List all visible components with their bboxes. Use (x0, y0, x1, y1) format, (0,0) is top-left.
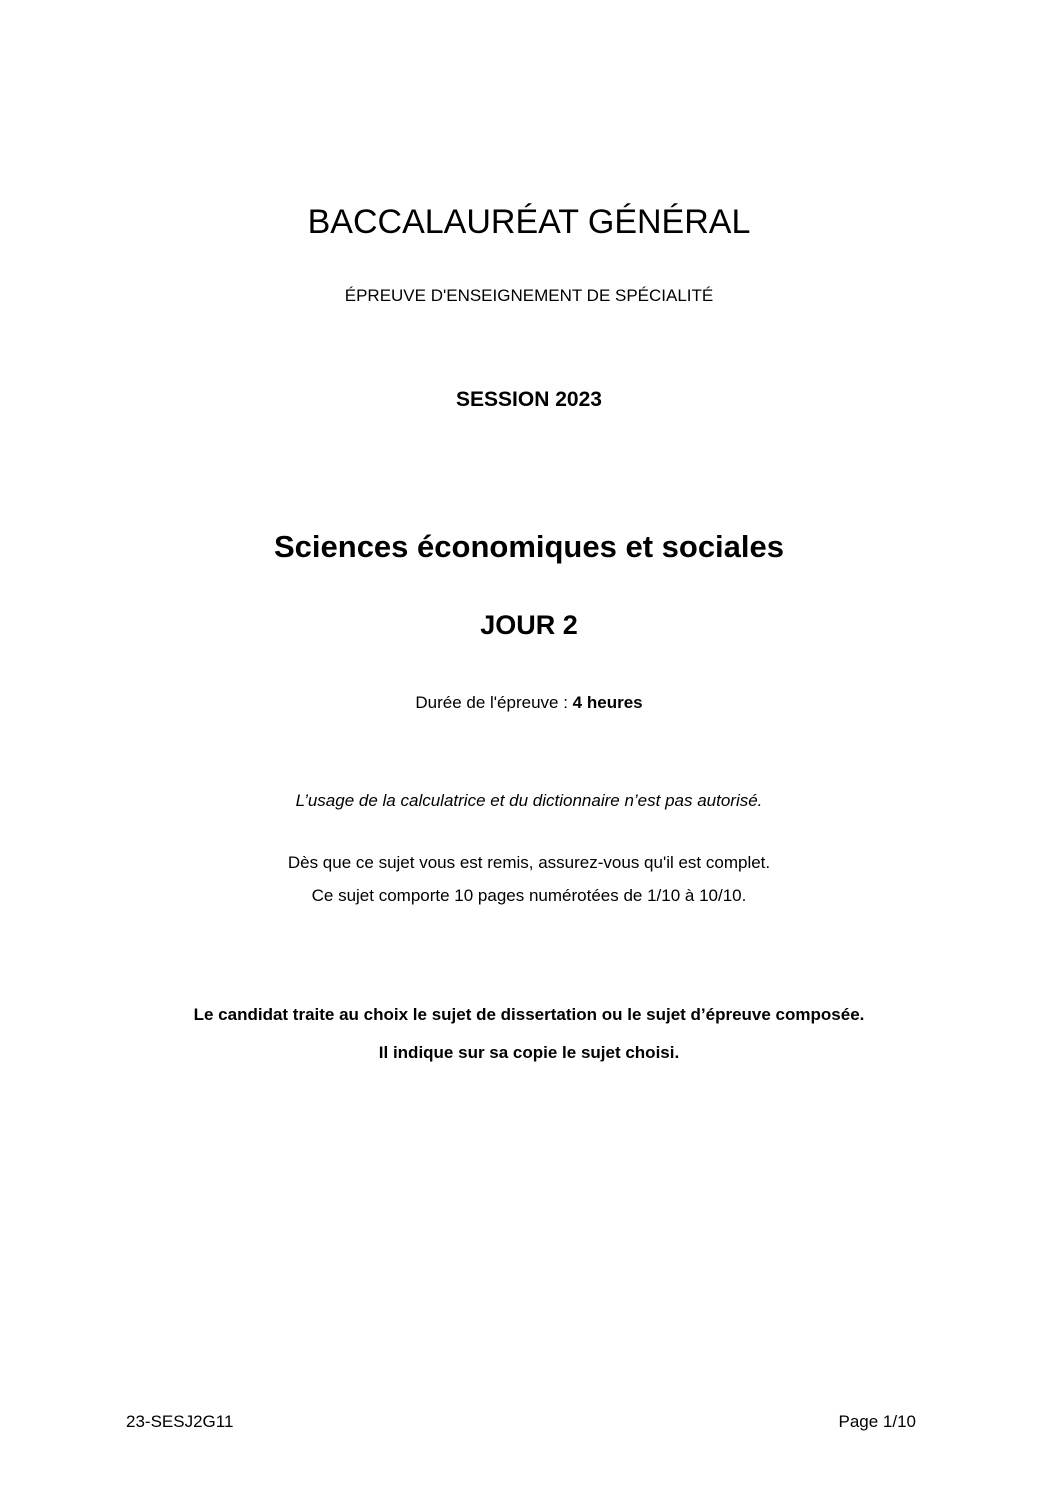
exam-title: BACCALAURÉAT GÉNÉRAL (307, 203, 751, 241)
choice-instruction: Le candidat traite au choix le sujet de dissertation ou le sujet d’épreuve composée. (193, 1005, 865, 1024)
exam-subtitle: ÉPREUVE D'ENSEIGNEMENT DE SPÉCIALITÉ (344, 286, 714, 305)
calculator-notice: L’usage de la calculatrice et du dictionnaire n’est pas autorisé. (295, 791, 763, 810)
footer-page-number: Page 1/10 (838, 1412, 916, 1431)
session-label: SESSION 2023 (456, 388, 602, 411)
day-label: JOUR 2 (480, 610, 578, 640)
duration-label: Durée de l'épreuve : (415, 693, 573, 712)
page-count-notice: Ce sujet comporte 10 pages numérotées de 1/10 à 10/10. (311, 886, 747, 905)
footer-code: 23-SESJ2G11 (126, 1412, 234, 1431)
completeness-notice: Dès que ce sujet vous est remis, assurez-vous qu'il est complet. (287, 853, 771, 872)
choice-indication: Il indique sur sa copie le sujet choisi. (378, 1043, 680, 1062)
duration-value: 4 heures (572, 693, 643, 712)
duration-line (0, 694, 1058, 711)
subject-title: Sciences économiques et sociales (273, 529, 785, 564)
